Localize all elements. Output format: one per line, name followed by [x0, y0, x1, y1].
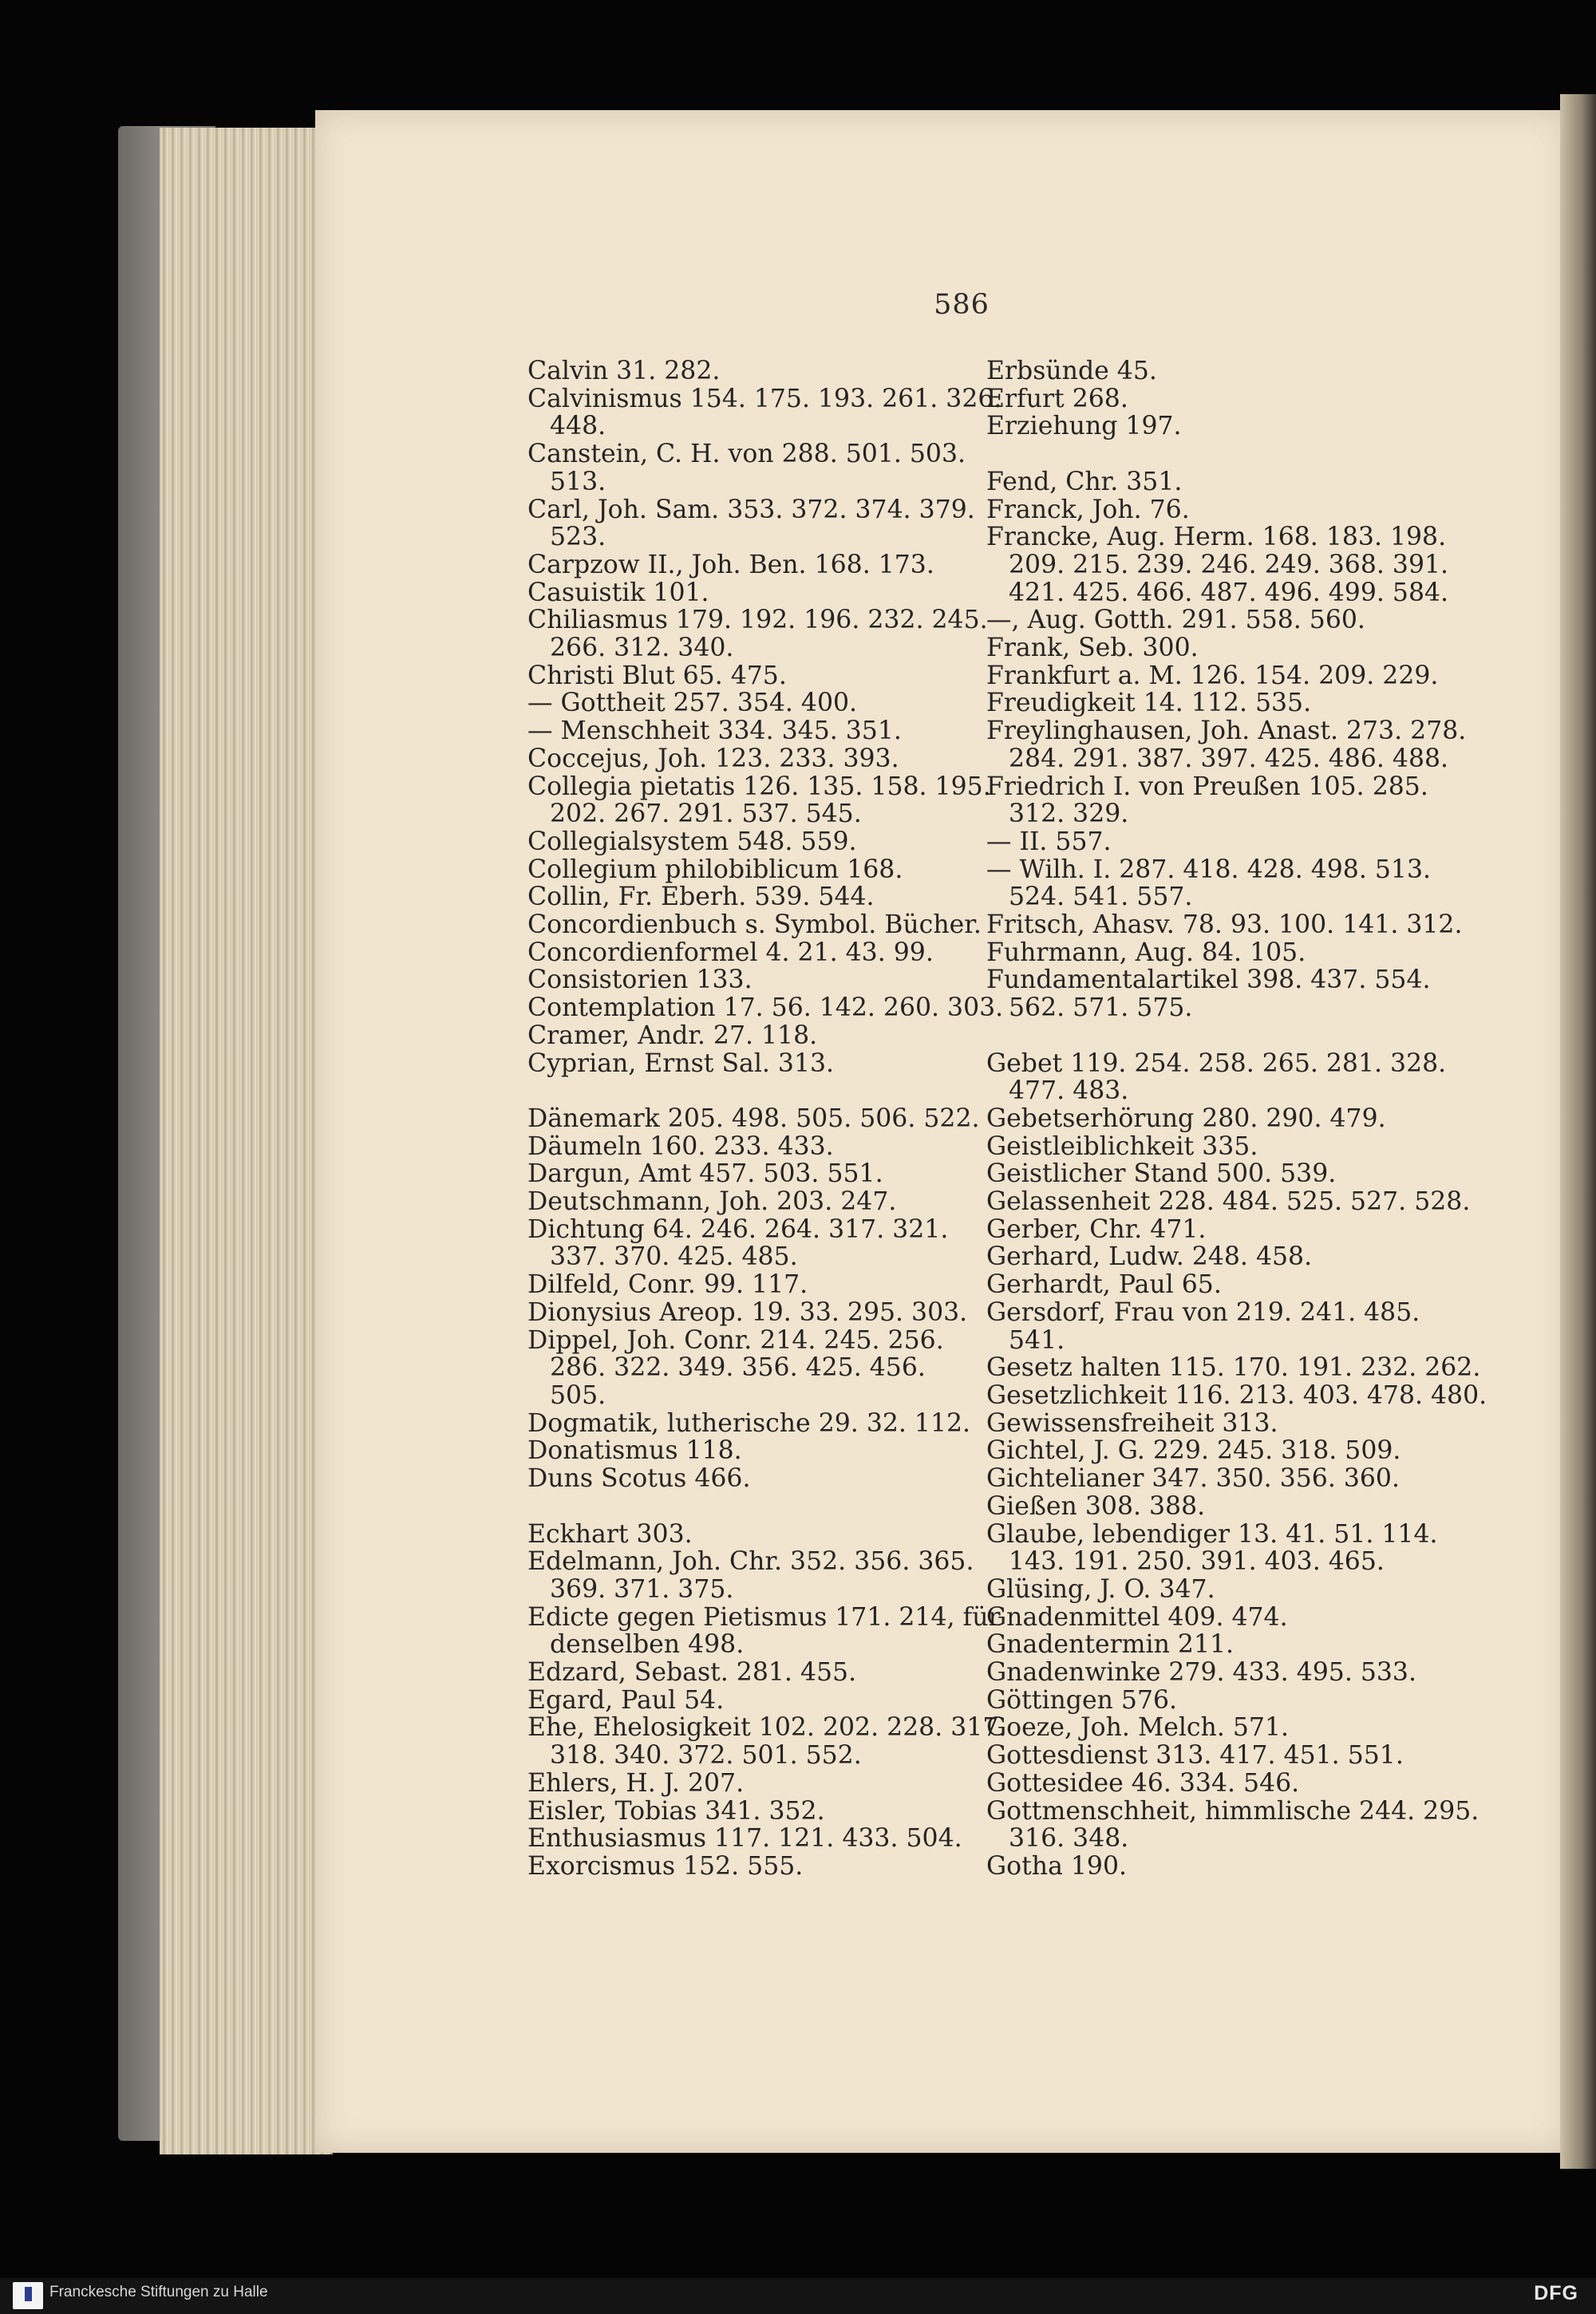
- index-entry: Cramer, Andr. 27. 118.: [527, 1021, 818, 1050]
- section-gap: [527, 1493, 1006, 1521]
- index-entry: Fuhrmann, Aug. 84. 105.: [986, 938, 1306, 967]
- index-entry: Calvin 31. 282.: [527, 357, 721, 385]
- index-entry-continuation: 266. 312. 340.: [550, 634, 734, 663]
- index-entry: Erbsünde 45.: [986, 357, 1157, 385]
- index-entry-continuation: 286. 322. 349. 356. 425. 456.: [550, 1353, 926, 1383]
- index-entry: Glüsing, J. O. 347.: [986, 1574, 1215, 1604]
- index-entry: Fend, Chr. 351.: [986, 467, 1183, 496]
- index-entry: Gottesidee 46. 334. 546.: [986, 1768, 1300, 1798]
- index-entry: Duns Scotus 466.: [527, 1464, 751, 1494]
- index-entry: Freudigkeit 14. 112. 535.: [986, 689, 1312, 718]
- index-entry-continuation: denselben 498.: [550, 1630, 745, 1660]
- index-entry: Freylinghausen, Joh. Anast. 273. 278.: [986, 717, 1467, 746]
- logo-mark-icon: [25, 2287, 32, 2301]
- index-entry: Eisler, Tobias 341. 352.: [527, 1796, 825, 1826]
- index-entry: Erziehung 197.: [986, 412, 1182, 441]
- index-entry: Cyprian, Ernst Sal. 313.: [527, 1048, 835, 1078]
- index-entry: Edzard, Sebast. 281. 455.: [527, 1658, 857, 1688]
- index-entry: Glaube, lebendiger 13. 41. 51. 114.: [986, 1519, 1438, 1549]
- index-entry: Gewissensfreiheit 313.: [986, 1408, 1278, 1438]
- index-entry: Donatismus 118.: [527, 1436, 742, 1466]
- index-entry: Erfurt 268.: [986, 384, 1128, 413]
- index-entry: Collegialsystem 548. 559.: [527, 827, 857, 856]
- index-entry: Franck, Joh. 76.: [986, 495, 1190, 524]
- index-entry-continuation: 541.: [1009, 1325, 1065, 1355]
- page-number: 586: [934, 289, 990, 321]
- index-entry: Chiliasmus 179. 192. 196. 232. 245.: [527, 606, 988, 635]
- index-entry: Gnadenmittel 409. 474.: [986, 1602, 1288, 1632]
- index-entry: Egard, Paul 54.: [527, 1685, 725, 1715]
- index-entry: Geistleiblichkeit 335.: [986, 1131, 1258, 1161]
- index-entry: Dilfeld, Conr. 99. 117.: [527, 1270, 808, 1300]
- index-entry: Göttingen 576.: [986, 1685, 1178, 1715]
- index-entry: Gesetzlichkeit 116. 213. 403. 478. 480.: [986, 1380, 1487, 1410]
- index-entry-continuation: 202. 267. 291. 537. 545.: [550, 800, 862, 829]
- index-entry: Geistlicher Stand 500. 539.: [986, 1159, 1337, 1189]
- dfg-badge: DFG: [1534, 2282, 1578, 2304]
- index-entry: Frank, Seb. 300.: [986, 634, 1199, 663]
- section-gap: [986, 440, 1487, 468]
- index-entry: Fundamentalartikel 398. 437. 554.: [986, 965, 1431, 995]
- page-block-edges: [160, 128, 333, 2154]
- index-entry: Gnadenwinke 279. 433. 495. 533.: [986, 1658, 1416, 1688]
- index-entry: Ehlers, H. J. 207.: [527, 1768, 745, 1798]
- index-entry: Dogmatik, lutherische 29. 32. 112.: [527, 1408, 971, 1438]
- index-entry: Gerhardt, Paul 65.: [986, 1270, 1222, 1300]
- index-entry-continuation: 562. 571. 575.: [1009, 993, 1193, 1023]
- index-entry: Goeze, Joh. Melch. 571.: [986, 1713, 1289, 1743]
- index-entry: Calvinismus 154. 175. 193. 261. 326.: [527, 384, 1002, 413]
- index-entry: Frankfurt a. M. 126. 154. 209. 229.: [986, 661, 1439, 690]
- index-entry-continuation: 312. 329.: [1009, 800, 1129, 829]
- index-entry: Carl, Joh. Sam. 353. 372. 374. 379.: [527, 495, 975, 524]
- index-entry: Gießen 308. 388.: [986, 1491, 1206, 1521]
- index-entry-continuation: 316. 348.: [1009, 1824, 1129, 1854]
- index-entry: Edelmann, Joh. Chr. 352. 356. 365.: [527, 1547, 974, 1577]
- index-entry-continuation: 284. 291. 387. 397. 425. 486. 488.: [1009, 744, 1449, 773]
- index-entry: Friedrich I. von Preußen 105. 285.: [986, 772, 1428, 801]
- index-entry: Dargun, Amt 457. 503. 551.: [527, 1159, 883, 1189]
- index-entry: Enthusiasmus 117. 121. 433. 504.: [527, 1824, 962, 1854]
- index-entry-continuation: 523.: [550, 523, 606, 552]
- index-entry: Edicte gegen Pietismus 171. 214, für: [527, 1602, 1001, 1632]
- index-entry: Dionysius Areop. 19. 33. 295. 303.: [527, 1297, 968, 1327]
- index-entry: Coccejus, Joh. 123. 233. 393.: [527, 744, 899, 773]
- index-entry-continuation: 513.: [550, 467, 606, 496]
- index-entry-continuation: 421. 425. 466. 487. 496. 499. 584.: [1009, 578, 1449, 607]
- index-entry-continuation: 477. 483.: [1009, 1076, 1129, 1106]
- institution-name: Franckesche Stiftungen zu Halle: [49, 2284, 268, 2300]
- index-entry: Gichtel, J. G. 229. 245. 318. 509.: [986, 1436, 1401, 1466]
- index-entry: Exorcismus 152. 555.: [527, 1851, 804, 1881]
- index-entry: Concordienformel 4. 21. 43. 99.: [527, 938, 934, 967]
- index-entry: Collin, Fr. Eberh. 539. 544.: [527, 883, 875, 912]
- index-entry: Gichtelianer 347. 350. 356. 360.: [986, 1464, 1400, 1494]
- index-column-left: [527, 357, 1006, 1881]
- index-entry: Collegia pietatis 126. 135. 158. 195.: [527, 772, 991, 801]
- index-entry: Gesetz halten 115. 170. 191. 232. 262.: [986, 1353, 1481, 1383]
- index-entry: Contemplation 17. 56. 142. 260. 303.: [527, 993, 1004, 1023]
- index-entry-continuation: 143. 191. 250. 391. 403. 465.: [1009, 1547, 1385, 1577]
- index-entry: — Menschheit 334. 345. 351.: [527, 717, 902, 746]
- index-entry: Eckhart 303.: [527, 1519, 693, 1549]
- index-entry: — II. 557.: [986, 827, 1112, 856]
- index-entry-continuation: 318. 340. 372. 501. 552.: [550, 1741, 862, 1771]
- index-entry: Gottmenschheit, himmlische 244. 295.: [986, 1796, 1479, 1826]
- index-entry: Gebetserhörung 280. 290. 479.: [986, 1104, 1386, 1133]
- index-entry: Fritsch, Ahasv. 78. 93. 100. 141. 312.: [986, 910, 1463, 940]
- index-entry: Canstein, C. H. von 288. 501. 503.: [527, 440, 966, 469]
- index-entry: Carpzow II., Joh. Ben. 168. 173.: [527, 550, 934, 579]
- index-entry: Concordienbuch s. Symbol. Bücher.: [527, 910, 982, 940]
- index-entry-continuation: 209. 215. 239. 246. 249. 368. 391.: [1009, 550, 1449, 579]
- index-entry: Dichtung 64. 246. 264. 317. 321.: [527, 1214, 949, 1244]
- index-entry: — Wilh. I. 287. 418. 428. 498. 513.: [986, 855, 1432, 884]
- page-right-edge: [1560, 94, 1596, 2169]
- index-entry-continuation: 369. 371. 375.: [550, 1574, 734, 1604]
- index-entry-continuation: 505.: [550, 1381, 606, 1410]
- index-entry: Gnadentermin 211.: [986, 1630, 1235, 1660]
- index-entry-continuation: 337. 370. 425. 485.: [550, 1242, 798, 1272]
- index-entry: Gebet 119. 254. 258. 265. 281. 328.: [986, 1048, 1447, 1078]
- index-entry: Collegium philobiblicum 168.: [527, 855, 903, 884]
- section-gap: [986, 1022, 1487, 1050]
- index-entry: Gottesdienst 313. 417. 451. 551.: [986, 1741, 1404, 1771]
- index-entry: Gelassenheit 228. 484. 525. 527. 528.: [986, 1187, 1471, 1217]
- index-entry: Gersdorf, Frau von 219. 241. 485.: [986, 1297, 1420, 1327]
- index-entry: Francke, Aug. Herm. 168. 183. 198.: [986, 523, 1447, 552]
- index-entry: Gerhard, Ludw. 248. 458.: [986, 1242, 1313, 1272]
- index-entry-continuation: 448.: [550, 412, 606, 441]
- index-entry-continuation: 524. 541. 557.: [1009, 883, 1193, 912]
- index-entry: Deutschmann, Joh. 203. 247.: [527, 1187, 897, 1217]
- index-entry: Gerber, Chr. 471.: [986, 1214, 1207, 1244]
- section-gap: [527, 1077, 1006, 1105]
- index-entry: Consistorien 133.: [527, 965, 753, 995]
- index-entry: Dippel, Joh. Conr. 214. 245. 256.: [527, 1325, 944, 1355]
- index-entry: Gotha 190.: [986, 1851, 1128, 1881]
- index-entry: Ehe, Ehelosigkeit 102. 202. 228. 317.: [527, 1713, 1007, 1743]
- index-entry: Däumeln 160. 233. 433.: [527, 1131, 834, 1161]
- index-entry: Christi Blut 65. 475.: [527, 661, 787, 690]
- index-entry: — Gottheit 257. 354. 400.: [527, 689, 858, 718]
- index-entry: Dänemark 205. 498. 505. 506. 522.: [527, 1104, 980, 1133]
- index-entry: Casuistik 101.: [527, 578, 709, 607]
- index-column-right: [986, 357, 1487, 1881]
- index-entry: —, Aug. Gotth. 291. 558. 560.: [986, 606, 1365, 635]
